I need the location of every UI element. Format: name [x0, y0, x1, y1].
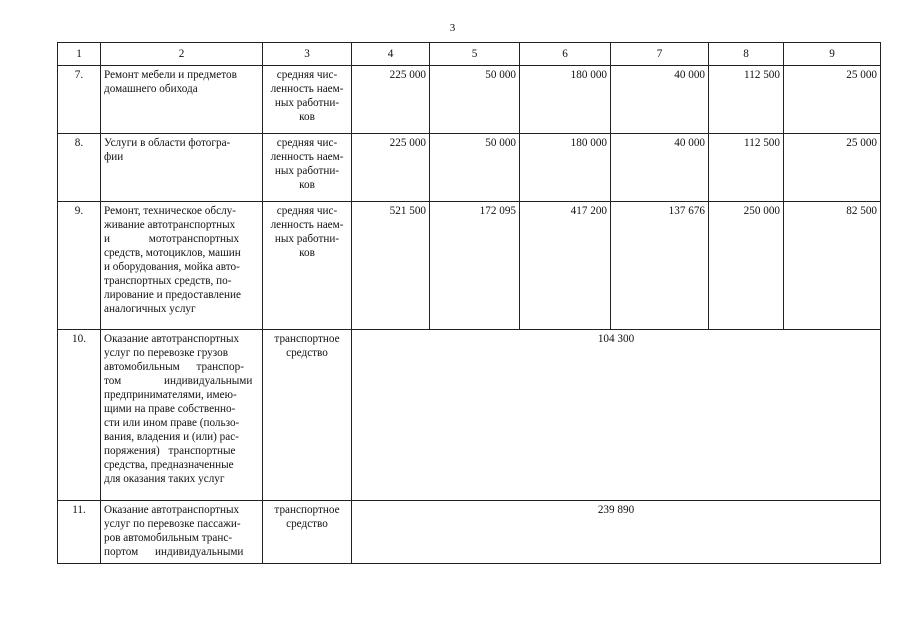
page-number: 3: [449, 22, 456, 34]
value-cell: 250 000: [709, 202, 784, 330]
row-number: 10.: [58, 330, 101, 501]
activity-description: Услуги в области фотогра- фии: [101, 134, 263, 202]
unit-of-measure: средняя чис- ленность наем- ных работни- ков: [263, 134, 352, 202]
header-cell: 7: [611, 43, 709, 66]
value-cell: 172 095: [430, 202, 520, 330]
value-cell: 417 200: [520, 202, 611, 330]
activity-description: Оказание автотранспортных услуг по перевозке грузов автомобильным транспор- том индивидуальными предпринимателями, имею- щими на праве собственно- сти или ином праве (пользо- вания, владения и (или) рас- поряжения) транспортные средства, предназначенные для оказания таких услуг: [101, 330, 263, 501]
table-row: [58, 66, 881, 134]
value-cell: 180 000: [520, 66, 611, 134]
header-cell: 9: [784, 43, 881, 66]
unit-of-measure: средняя чис- ленность наем- ных работни- ков: [263, 202, 352, 330]
row-number: 7.: [58, 66, 101, 134]
activity-description: Ремонт мебели и предметов домашнего обихода: [101, 66, 263, 134]
value-cell: 50 000: [430, 66, 520, 134]
header-cell: 6: [520, 43, 611, 66]
row-number: 8.: [58, 134, 101, 202]
table-row: [58, 202, 881, 330]
merged-value-cell: 239 890: [352, 501, 881, 564]
value-cell: 40 000: [611, 134, 709, 202]
unit-of-measure: транспортное средство: [263, 501, 352, 564]
value-cell: 521 500: [352, 202, 430, 330]
row-number: 11.: [58, 501, 101, 564]
value-cell: 40 000: [611, 66, 709, 134]
header-cell: 1: [58, 43, 101, 66]
header-row: [58, 43, 881, 66]
value-cell: 25 000: [784, 134, 881, 202]
table-row: [58, 501, 881, 564]
header-cell: 8: [709, 43, 784, 66]
activity-description: Оказание автотранспортных услуг по перевозке пассажи- ров автомобильным транс- портом индивидуальными: [101, 501, 263, 564]
value-cell: 112 500: [709, 134, 784, 202]
value-cell: 50 000: [430, 134, 520, 202]
value-cell: 112 500: [709, 66, 784, 134]
unit-of-measure: транспортное средство: [263, 330, 352, 501]
unit-of-measure: средняя чис- ленность наем- ных работни- ков: [263, 66, 352, 134]
table-row: [58, 330, 881, 501]
header-cell: 4: [352, 43, 430, 66]
tariff-table: [57, 42, 881, 564]
row-number: 9.: [58, 202, 101, 330]
activity-description: Ремонт, техническое обслу- живание автотранспортных и мототранспортных средств, мотоциклов, машин и оборудования, мойка авто- транспортных средств, по- лирование и предоставление аналогичных услуг: [101, 202, 263, 330]
value-cell: 225 000: [352, 134, 430, 202]
value-cell: 82 500: [784, 202, 881, 330]
header-cell: 5: [430, 43, 520, 66]
value-cell: 137 676: [611, 202, 709, 330]
value-cell: 225 000: [352, 66, 430, 134]
merged-value-cell: 104 300: [352, 330, 881, 501]
value-cell: 180 000: [520, 134, 611, 202]
value-cell: 25 000: [784, 66, 881, 134]
header-cell: 3: [263, 43, 352, 66]
table-row: [58, 134, 881, 202]
header-cell: 2: [101, 43, 263, 66]
